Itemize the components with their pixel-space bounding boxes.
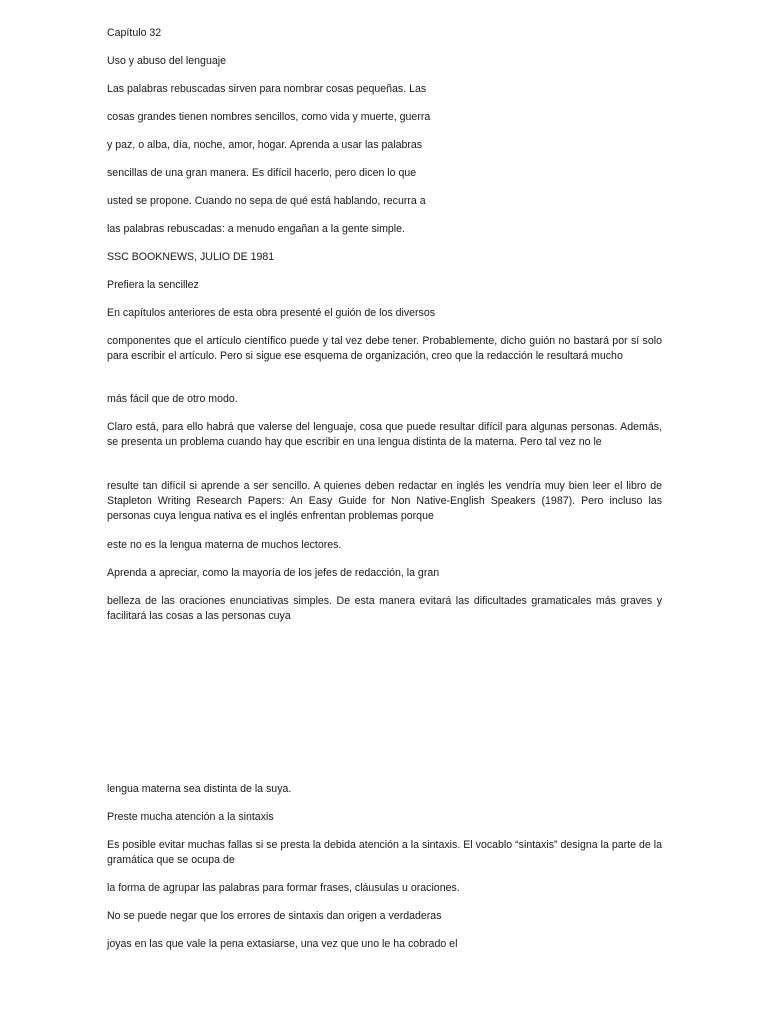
paragraph-line: joyas en las que vale la pena extasiarse, una vez que uno le ha cobrado el — [107, 938, 458, 950]
chapter-title: Uso y abuso del lenguaje — [107, 55, 226, 67]
paragraph-line: más fácil que de otro modo. — [107, 393, 238, 405]
epigraph-line: usted se propone. Cuando no sepa de qué está hablando, recurra a — [107, 195, 426, 207]
epigraph-line: Las palabras rebuscadas sirven para nombrar cosas pequeñas. Las — [107, 83, 427, 95]
paragraph: Claro está, para ello habrá que valerse del lenguaje, cosa que puede resultar difícil para algunas personas. Además, se presenta un problema cuando hay que escribir en una lengua distinta de la materna. Pero tal vez no le — [107, 421, 662, 448]
epigraph-source: SSC BOOKNEWS, JULIO DE 1981 — [107, 251, 275, 263]
paragraph-line: En capítulos anteriores de esta obra presenté el guión de los diversos — [107, 307, 436, 319]
paragraph-line: la forma de agrupar las palabras para formar frases, cláusulas u oraciones. — [107, 882, 460, 894]
epigraph-line: y paz, o alba, día, noche, amor, hogar. Aprenda a usar las palabras — [107, 139, 423, 151]
section-heading: Preste mucha atención a la sintaxis — [107, 811, 274, 823]
paragraph: componentes que el artículo científico puede y tal vez debe tener. Probablemente, dicho guión no bastará por sí solo para escribir el artículo. Pero si sigue ese esquema de organización, creo que la redacción le resultará mucho — [107, 335, 662, 362]
section-heading: Prefiera la sencillez — [107, 279, 199, 291]
paragraph: belleza de las oraciones enunciativas simples. De esta manera evitará las dificultades gramaticales más graves y facilitará las cosas a las personas cuya — [107, 595, 662, 622]
epigraph-line: cosas grandes tienen nombres sencillos, como vida y muerte, guerra — [107, 111, 431, 123]
paragraph: Es posible evitar muchas fallas si se presta la debida atención a la sintaxis. El vocablo “sintaxis” designa la parte de la gramática que se ocupa de — [107, 839, 662, 866]
paragraph: resulte tan difícil si aprende a ser sencillo. A quienes deben redactar en inglés les vendría muy bien leer el libro de Stapleton Writing Research Papers: An Easy Guide for Non Native-English Speakers (1987). Pero incluso las personas cuya lengua nativa es el inglés enfrentan problemas porque — [107, 480, 662, 522]
chapter-number: Capítulo 32 — [107, 27, 162, 39]
document-page — [107, 0, 662, 1024]
paragraph-line: lengua materna sea distinta de la suya. — [107, 783, 292, 795]
cut-off-text-line — [107, 1015, 662, 1024]
paragraph-line: Aprenda a apreciar, como la mayoría de los jefes de redacción, la gran — [107, 567, 440, 579]
paragraph-line: este no es la lengua materna de muchos lectores. — [107, 539, 342, 551]
epigraph-line: sencillas de una gran manera. Es difícil hacerlo, pero dicen lo que — [107, 167, 417, 179]
epigraph-line: las palabras rebuscadas: a menudo engañan a la gente simple. — [107, 223, 406, 235]
paragraph-line: No se puede negar que los errores de sintaxis dan origen a verdaderas — [107, 910, 442, 922]
